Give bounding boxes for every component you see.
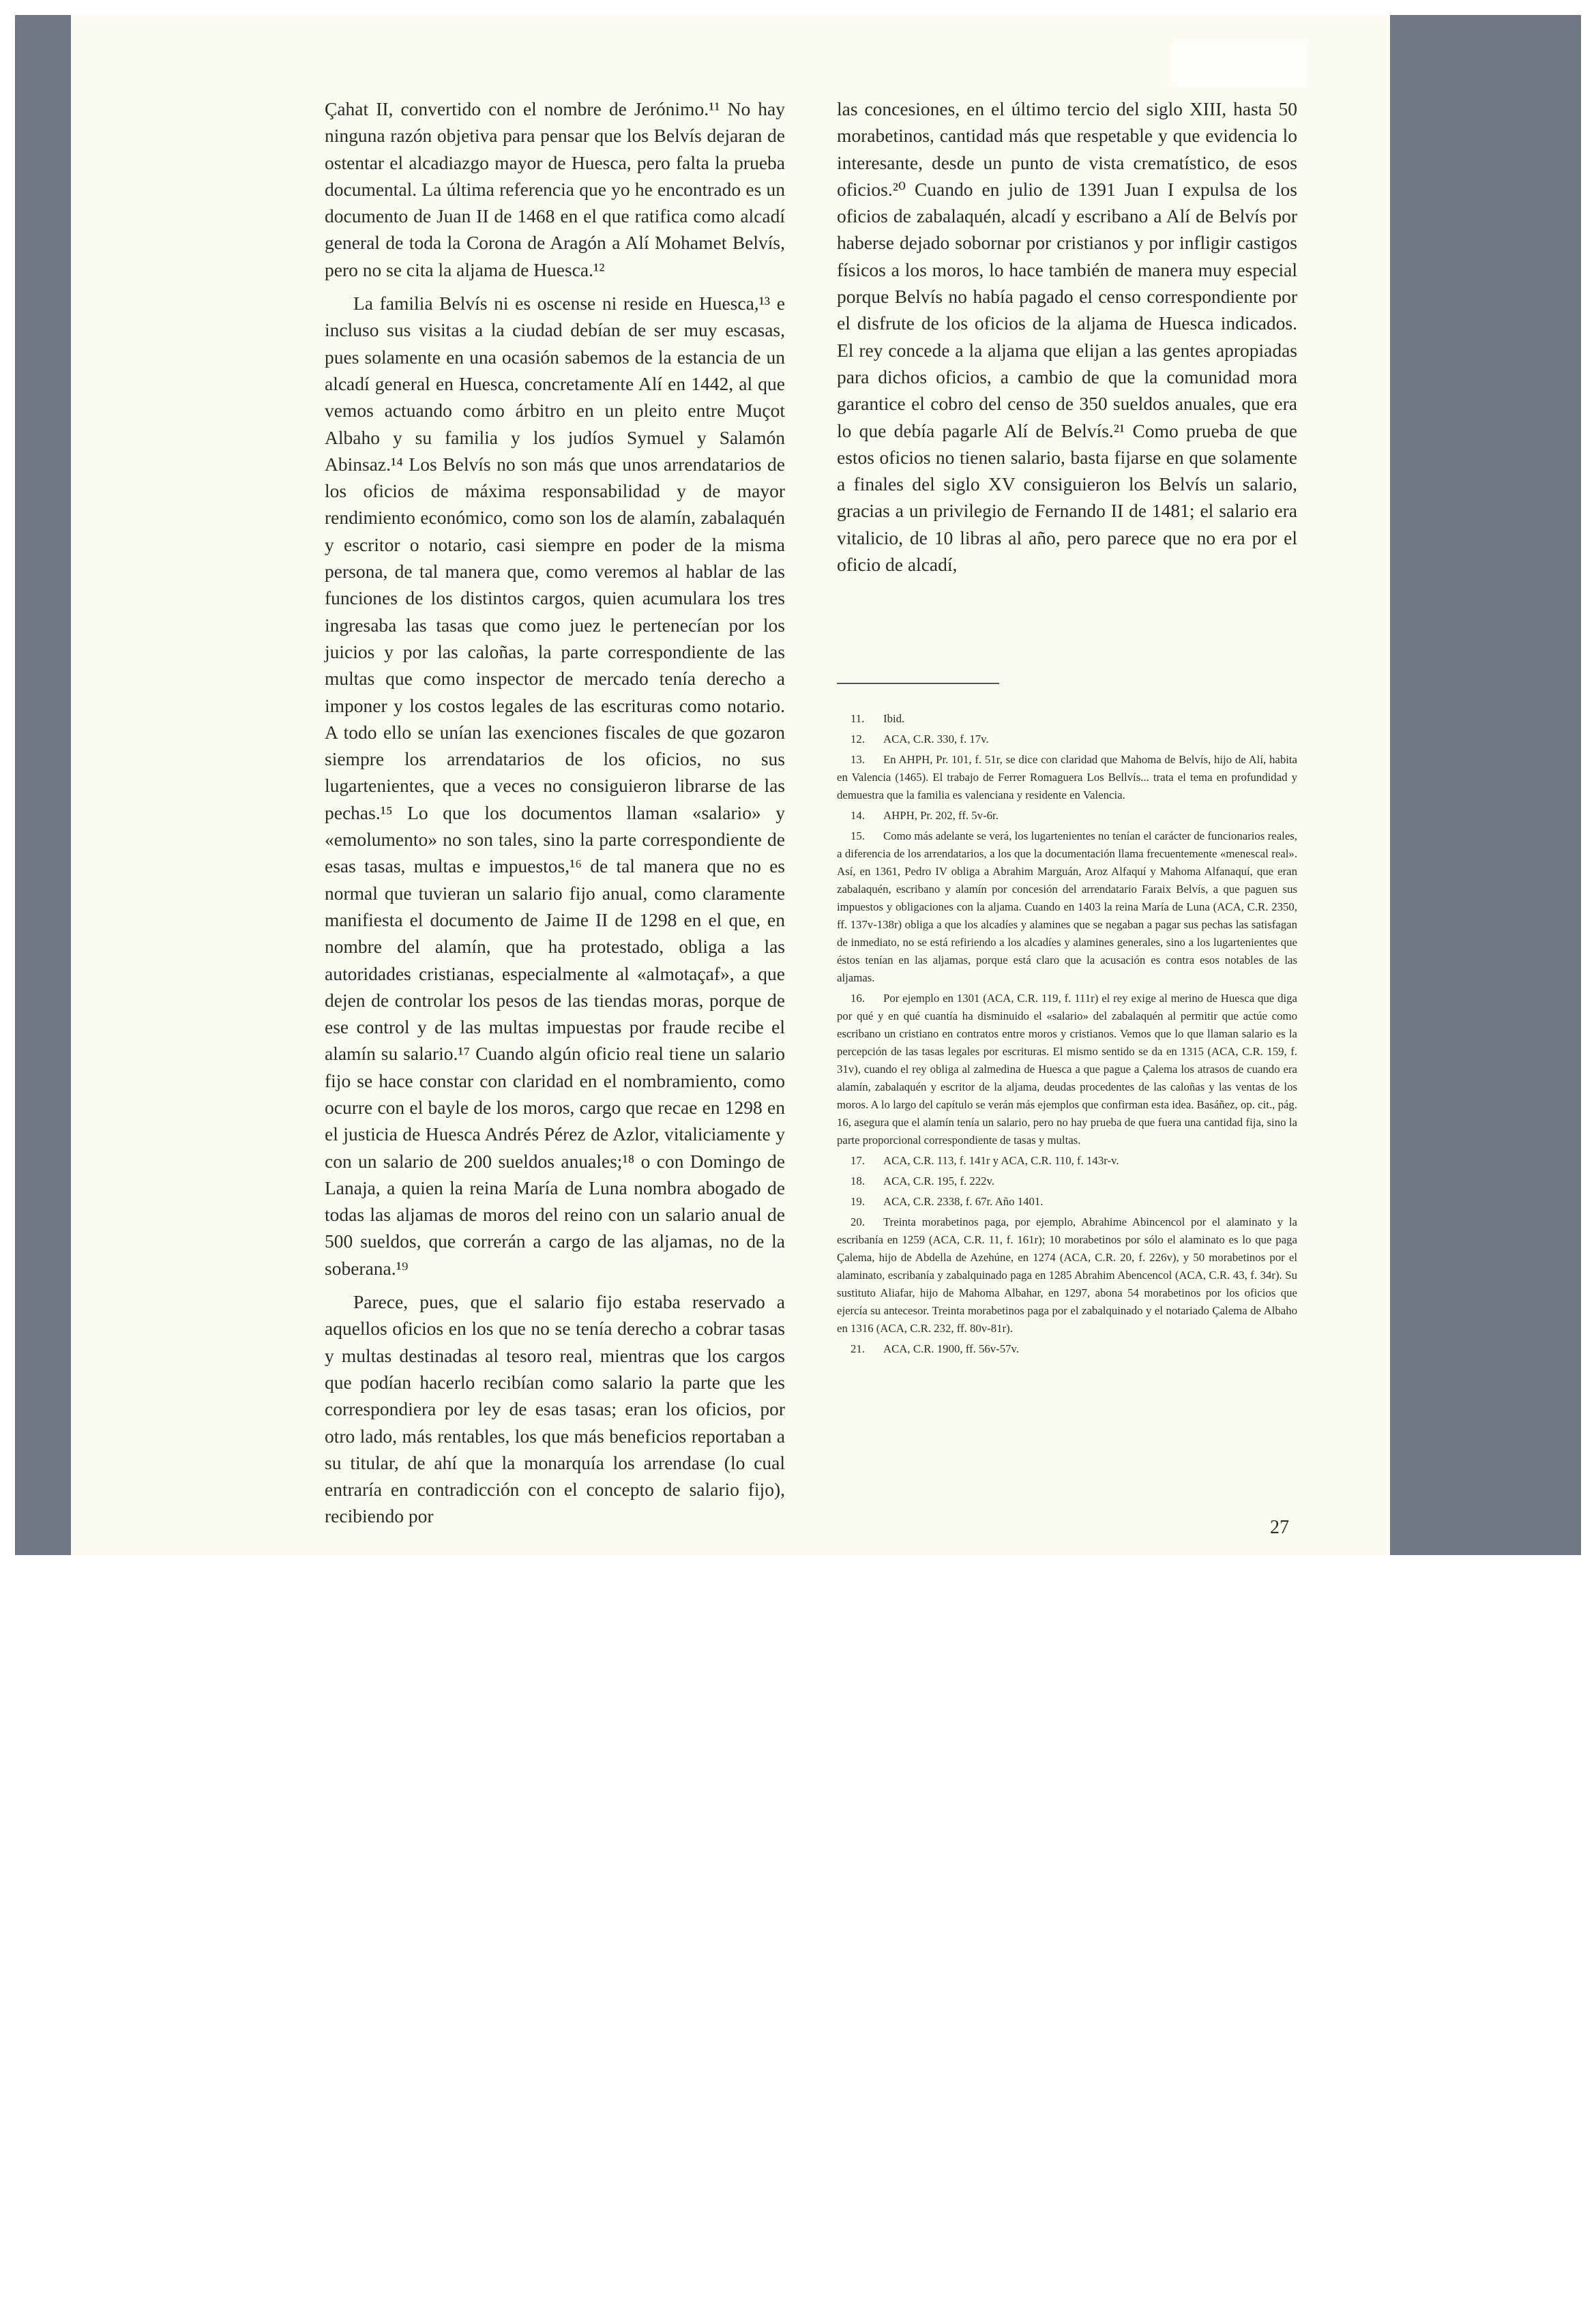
footnote-text: ACA, C.R. 113, f. 141r y ACA, C.R. 110, f. 143r-v. — [883, 1154, 1119, 1168]
paragraph: las concesiones, en el último tercio del siglo XIII, hasta 50 morabetinos, cantidad más que respetable y que evidencia lo interesante, desde un punto de vista crematístico, de esos oficios.²⁰ Cuando en julio de 1391 Juan I expulsa de los oficios de zabalaquén, alcadí y escribano a Alí de Belvís por haberse dejado sobornar por cristianos y por infligir castigos físicos a los moros, lo hace también de manera muy especial porque Belvís no había pagado el censo correspondiente por el disfrute de los oficios de la aljama de Huesca indicados. El rey concede a la aljama que elijan a las gentes apropiadas para dichos oficios, a cambio de que la comunidad mora garantice el cobro del censo de 350 sueldos anuales, que era lo que debía pagarle Alí de Belvís.²¹ Como prueba de que estos oficios no tienen salario, basta fijarse en que solamente a finales del siglo XV consiguieron los Belvís un salario, gracias a un privilegio de Fernando II de 1481; el salario era vitalicio, de 10 libras al año, pero parece que no era por el oficio de alcadí, — [837, 98, 1297, 576]
footnote-text: Treinta morabetinos paga, por ejemplo, Abrahime Abincencol por el alaminato y la escribanía en 1259 (ACA, C.R. 11, f. 161r); 10 morabetinos por sólo el alaminato es lo que paga Çalema, hijo de Abdella de Azehúne, en 1274 (ACA, C.R. 20, f. 226v), y 50 morabetinos por el alaminato, escribanía y zabalquinado paga en 1285 Abrahim Abencencol (ACA, C.R. 43, f. 34r). Su sustituto Aliafar, hijo de Mahoma Albahar, en 1297, abona 54 morabetinos por los oficios que ejercía su antecesor. Treinta morabetinos paga por el zabalquinado y el notariado Çalema de Albaho en 1316 (ACA, C.R. 232, ff. 80v-81r). — [837, 1215, 1297, 1335]
footnote-number: 20. — [851, 1215, 865, 1229]
scanned-page-background — [15, 15, 1581, 1555]
footnote — [837, 751, 1297, 804]
footnote — [837, 1213, 1297, 1338]
right-column — [837, 95, 1297, 1361]
footnote — [837, 710, 1297, 728]
footnote-number: 21. — [851, 1342, 865, 1356]
paragraph: La familia Belvís ni es oscense ni reside en Huesca,¹³ e incluso sus visitas a la ciudad debían de ser muy escasas, pues solamente en una ocasión sabemos de la estancia de un alcadí general en Huesca, concretamente Alí en 1442, al que vemos actuando como árbitro en un pleito entre Muçot Albaho y su familia y los judíos Symuel y Salamón Abinsaz.¹⁴ Los Belvís no son más que unos arrendatarios de los oficios de máxima responsabilidad y de mayor rendimiento económico, como son los de alamín, zabalaquén y escritor o notario, casi siempre en poder de la misma persona, de tal manera que, como veremos al hablar de las funciones de los distintos cargos, quien acumulara los tres ingresaba las tasas que como juez le pertenecían por los juicios y por las caloñas, la parte correspondiente de las multas que como inspector de mercado tenía derecho a imponer y los costos legales de las escrituras como notario. A todo ello se unían las exenciones fiscales de que gozaron siempre los arrendatarios de los oficios, no sus lugartenientes, que a veces no consiguieron librarse de las pechas.¹⁵ Lo que los documentos llaman «salario» y «emolumento» no son tales, sino la parte correspondiente de esas tasas, multas e impuestos,¹⁶ de tal manera que no es normal que tuvieran un salario fijo anual, como claramente manifiesta el documento de Jaime II de 1298 en el que, en nombre del alamín, que ha protestado, obliga a las autoridades cristianas, especialmente al «almotaçaf», a que dejen de controlar los pesos de las tiendas moras, porque de ese control y de las multas impuestas por fraude recibe el alamín su salario.¹⁷ Cuando algún oficio real tiene un salario fijo se hace constar con claridad en el nombramiento, como ocurre con el bayle de los moros, cargo que recae en 1298 en el justicia de Huesca Andrés Pérez de Azlor, vitaliciamente y con un salario de 200 sueldos anuales;¹⁸ o con Domingo de Lanaja, a quien la reina María de Luna nombra abogado de todas las aljamas de moros del reino con un salario anual de 500 sueldos, que correrán a cargo de las aljamas, no de la soberana.¹⁹ — [325, 293, 785, 1279]
footnote — [837, 730, 1297, 748]
footnote-number: 19. — [851, 1195, 865, 1209]
footnote — [837, 990, 1297, 1149]
footnote — [837, 1152, 1297, 1170]
page-number: 27 — [1270, 1517, 1289, 1538]
footnote-divider — [837, 683, 999, 684]
right-body-text — [837, 95, 1297, 578]
footnote-text: En AHPH, Pr. 101, f. 51r, se dice con claridad que Mahoma de Belvís, hijo de Alí, habita en Valencia (1465). El trabajo de Ferrer Romaguera Los Bellvís... trata el tema en profundidad y demuestra que la familia es valenciana y residente en Valencia. — [837, 753, 1297, 802]
left-body-text — [325, 95, 785, 1530]
footnote — [837, 807, 1297, 825]
paragraph: Parece, pues, que el salario fijo estaba reservado a aquellos oficios en los que no se tenía derecho a cobrar tasas y multas destinadas al tesoro real, mientras que los cargos que podían hacerlo recibían como salario la parte que les correspondiera por ley de esas tasas; eran los oficios, por otro lado, más rentables, los que más beneficios reportaban a su titular, de ahí que la monarquía los arrendase (lo cual entraría en contradicción con el concepto de salario fijo), recibiendo por — [325, 1291, 785, 1527]
footnote-number: 12. — [851, 733, 865, 746]
footnotes — [837, 710, 1297, 1358]
footnote-number: 15. — [851, 829, 865, 843]
footnote — [837, 1193, 1297, 1211]
book-page — [71, 15, 1390, 1555]
footnote-number: 14. — [851, 809, 865, 823]
footnote-text: ACA, C.R. 195, f. 222v. — [883, 1175, 995, 1188]
footnote-text: ACA, C.R. 2338, f. 67r. Año 1401. — [883, 1195, 1044, 1209]
paragraph: Çahat II, convertido con el nombre de Jerónimo.¹¹ No hay ninguna razón objetiva para pensar que los Belvís dejaran de ostentar el alcadiazgo mayor de Huesca, pero falta la prueba documental. La última referencia que yo he encontrado es un documento de Juan II de 1468 en el que ratifica como alcadí general de toda la Corona de Aragón a Alí Mohamet Belvís, pero no se cita la aljama de Huesca.¹² — [325, 98, 785, 280]
footnote-number: 13. — [851, 753, 865, 767]
footnote-number: 11. — [851, 712, 865, 726]
footnote-text: ACA, C.R. 330, f. 17v. — [883, 733, 989, 746]
footnote-number: 16. — [851, 992, 865, 1005]
footnote-number: 17. — [851, 1154, 865, 1168]
footnote — [837, 1172, 1297, 1190]
corner-watermark — [1172, 40, 1308, 87]
footnote — [837, 1340, 1297, 1358]
footnote-text: Ibid. — [883, 712, 905, 726]
footnote-text: Como más adelante se verá, los lugartenientes no tenían el carácter de funcionarios reales, a diferencia de los arrendatarios, a los que la documentación llama frecuentemente «menescal real». Así, en 1361, Pedro IV obliga a Abrahim Marguán, Aroz Alfaquí y Mahoma Alfanaquí, que eran zabalaquén, escribano y alamín por concesión del arrendatario Faraix Belvís, a que paguen sus impuestos y obligaciones con la aljama. Cuando en 1403 la reina María de Luna (ACA, C.R. 2350, ff. 137v-138r) obliga a que los alcadíes y alamines que se negaban a pagar sus pechas las satisfagan de inmediato, no se está refiriendo a los alcadíes y alamines generales, sino a los lugartenientes que éstos tenían en las aljamas, porque está claro que la acusación es contra esos notables de las aljamas. — [837, 829, 1297, 985]
left-column — [325, 95, 785, 1530]
footnote-text: Por ejemplo en 1301 (ACA, C.R. 119, f. 111r) el rey exige al merino de Huesca que diga por qué y en qué cuantía ha disminuido el «salario» del zabalaquén al permitir que actúe como escribano un cristiano en contratos entre moros y cristianos. Vemos que lo que llaman salario es la percepción de las tasas legales por escrituras. El mismo sentido se da en 1315 (ACA, C.R. 159, f. 31v), cuando el rey obliga al zalmedina de Huesca a que pague a Çalema los atrasos de cuando era alamín, zabalaquén y escritor de la aljama, deudas procedentes de las caloñas y las ventas de los moros. A lo largo del capítulo se verán más ejemplos que confirman esta idea. Basáñez, op. cit., pág. 16, asegura que el alamín tenía un salario, pero no hay prueba de que fuera una cantidad fija, sino la parte proporcional correspondiente de tasas y multas. — [837, 992, 1297, 1147]
footnote-text: AHPH, Pr. 202, ff. 5v-6r. — [883, 809, 999, 823]
footnote-text: ACA, C.R. 1900, ff. 56v-57v. — [883, 1342, 1020, 1356]
footnote-number: 18. — [851, 1175, 865, 1188]
footnote — [837, 827, 1297, 987]
